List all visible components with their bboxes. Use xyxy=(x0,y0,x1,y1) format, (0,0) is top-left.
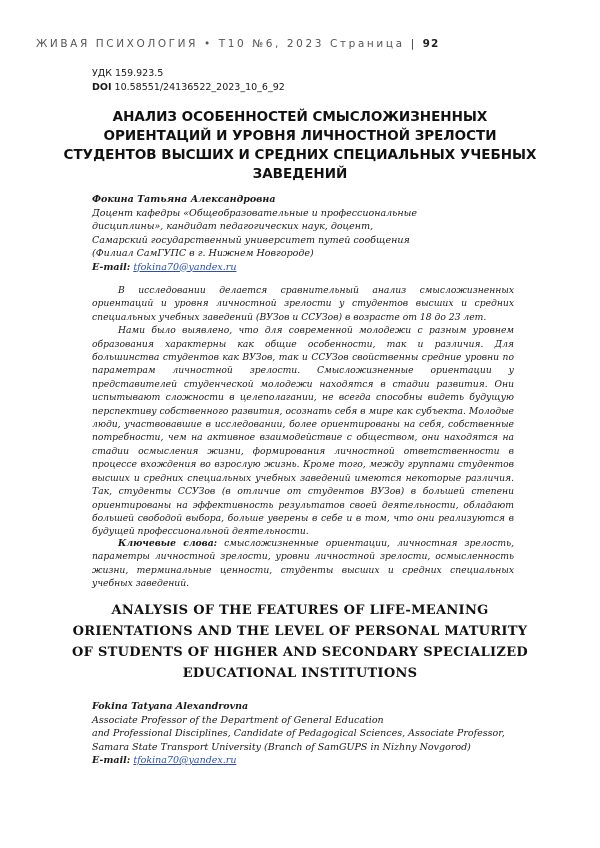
author-email-row xyxy=(92,754,505,768)
email-label: E-mail: xyxy=(92,755,131,766)
author-affiliation-line: Samara State Transport University (Branch of SamGUPS in Nizhny Novgorod) xyxy=(92,741,471,753)
keywords-label: Ключевые слова: xyxy=(118,538,218,549)
author-name-ru: Фокина Татьяна Александровна xyxy=(92,194,276,205)
email-link-en[interactable]: tfokina70@yandex.ru xyxy=(133,755,237,766)
author-name-en: Fokina Tatyana Alexandrovna xyxy=(92,701,249,712)
keywords-ru xyxy=(92,537,514,591)
page-word: Страница xyxy=(329,38,405,50)
doi-label: DOI xyxy=(92,82,112,93)
abstract-paragraph: В исследовании делается сравнительный анализ смысложизненных ориентаций и уровня личностной зрелости у студентов высших и средних специальных учебных заведений (ВУЗов и ССУЗов) в возрасте от 18 до 23 лет. xyxy=(92,285,514,323)
journal-info: ЖИВАЯ ПСИХОЛОГИЯ • Т10 №6, 2023 xyxy=(36,38,325,50)
author-affiliation-line: (Филиал СамГУПС в г. Нижнем Новгороде) xyxy=(92,248,314,259)
email-link-ru[interactable]: tfokina70@yandex.ru xyxy=(133,261,237,273)
running-header xyxy=(36,38,568,50)
doi-line xyxy=(92,81,285,95)
author-affiliation-line: and Professional Disciplines, Candidate of Pedagogical Sciences, Associate Professor, xyxy=(92,728,505,739)
author-affiliation-line: дисциплины», кандидат педагогических наук, доцент, xyxy=(92,221,374,232)
abstract-ru xyxy=(92,284,514,539)
article-title-en: ANALYSIS OF THE FEATURES OF LIFE-MEANING ORIENTATIONS AND THE LEVEL OF PERSONAL MATURITY OF STUDENTS OF HIGHER AND SECONDARY SPECIALIZED EDUCATIONAL INSTITUTIONS xyxy=(72,603,528,681)
author-affiliation-line: Доцент кафедры «Общеобразовательные и профессиональные xyxy=(92,207,417,219)
header-separator: | xyxy=(410,38,417,50)
author-affiliation-line: Самарский государственный университет путей сообщения xyxy=(92,234,410,246)
author-block-en xyxy=(92,700,505,768)
abstract-paragraph: Нами было выявлено, что для современной молодежи с разным уровнем образования характерны как общие особенности, так и различия. Для большинства студентов как ВУЗов, так и ССУЗов свойственны средние уровни по параметрам личностной зрелости. Смысложизненные ориентации у представителей студенческой молодежи находятся в стадии развития. Они испытывают сложности в целеполагании, не всегда способны видеть будущую перспективу собственного развития, осознать себя в мире как субъекта. Молодые люди, участвовавшие в исследовании, более ориентированы на себя, собственные потребности, чем на активное взаимодействие с обществом, они находятся на стадии осмысления жизни, формирования личностной ответственности в процессе вхождения во взрослую жизнь. Кроме того, между группами студентов высших и средних специальных учебных заведений имеются некоторые различия. Так, студенты ССУЗов (в отличие от студентов ВУЗов) в большей степени ориентированы на эффективность результатов своей деятельности, обладают большей свободой выбора, больше уверены в себе и в том, что они реализуются в будущей профессиональной деятельности. xyxy=(92,325,514,538)
article-meta xyxy=(92,67,285,95)
doi-value: 10.58551/24136522_2023_10_6_92 xyxy=(114,82,285,93)
author-affiliation-line: Associate Professor of the Department of General Education xyxy=(92,714,384,726)
author-block-ru xyxy=(92,193,417,274)
page-number: 92 xyxy=(422,38,440,50)
email-label: E-mail: xyxy=(92,261,131,273)
keywords-paragraph xyxy=(92,537,514,591)
author-email-row xyxy=(92,261,417,275)
keywords-text: смысложизненные ориентации, личностная зрелость, параметры личностной зрелости, уровни личностной зрелости, осмысленность жизни, терминальные ценности, студенты высших и средних специальных учебных заведений. xyxy=(92,538,514,590)
article-title-ru: АНАЛИЗ ОСОБЕННОСТЕЙ СМЫСЛОЖИЗНЕННЫХ ОРИЕНТАЦИЙ И УРОВНЯ ЛИЧНОСТНОЙ ЗРЕЛОСТИ СТУДЕНТОВ ВЫСШИХ И СРЕДНИХ СПЕЦИАЛЬНЫХ УЧЕБНЫХ ЗАВЕДЕНИЙ xyxy=(63,109,537,182)
udk-code: УДК 159.923.5 xyxy=(92,68,164,79)
